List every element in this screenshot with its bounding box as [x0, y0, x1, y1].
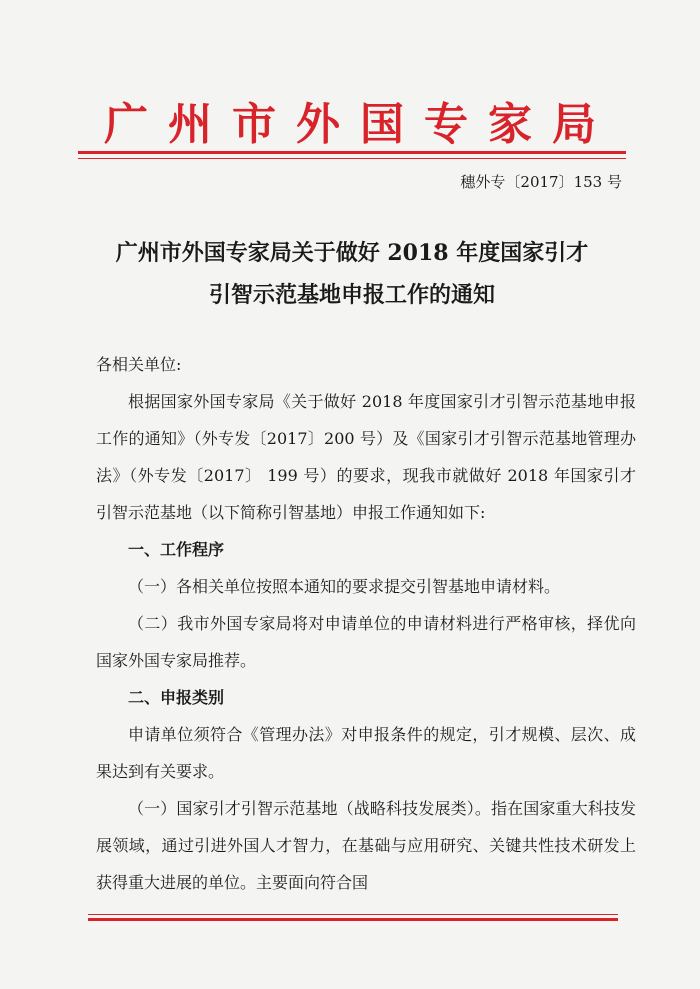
agency-letterhead: 广州市外国专家局: [104, 99, 616, 150]
document-number: 穗外专〔2017〕153 号: [460, 173, 622, 191]
title-line-1: 广州市外国专家局关于做好 2018 年度国家引才: [115, 240, 589, 266]
document-body: [96, 346, 636, 901]
letterhead-rule-thick: [78, 151, 626, 154]
footer-rule-thick: [88, 918, 618, 921]
procedure-item-1: （一）各相关单位按照本通知的要求提交引智基地申请材料。: [128, 577, 561, 596]
footer-rule-thin: [88, 914, 618, 915]
category-item-1: （一）国家引才引智示范基地（战略科技发展类）。指在国家重大科技发展领域，通过引进外国人才智力，在基础与应用研究、关键共性技术研发上获得重大进展的单位。主要面向符合国: [96, 799, 636, 892]
intro-paragraph: 根据国家外国专家局《关于做好 2018 年度国家引才引智示范基地申报工作的通知》（外专发〔2017〕200 号）及《国家引才引智示范基地管理办法》（外专发〔2017〕 199 号）的要求，现我市就做好 2018 年国家引才引智示范基地（以下简称引智基地）申报工作通知如下:: [96, 392, 636, 522]
categories-paragraph: 申请单位须符合《管理办法》对申报条件的规定，引才规模、层次、成果达到有关要求。: [96, 725, 636, 781]
title-line-2: 引智示范基地申报工作的通知: [208, 282, 495, 308]
document-title: [78, 232, 626, 316]
salutation: 各相关单位:: [96, 355, 182, 374]
section-heading-categories: 二、申报类别: [128, 688, 225, 707]
procedure-item-2: （二）我市外国专家局将对申请单位的申请材料进行严格审核，择优向国家外国专家局推荐。: [96, 614, 636, 670]
section-heading-procedure: 一、工作程序: [128, 540, 225, 559]
letterhead-rule-thin: [78, 158, 626, 159]
